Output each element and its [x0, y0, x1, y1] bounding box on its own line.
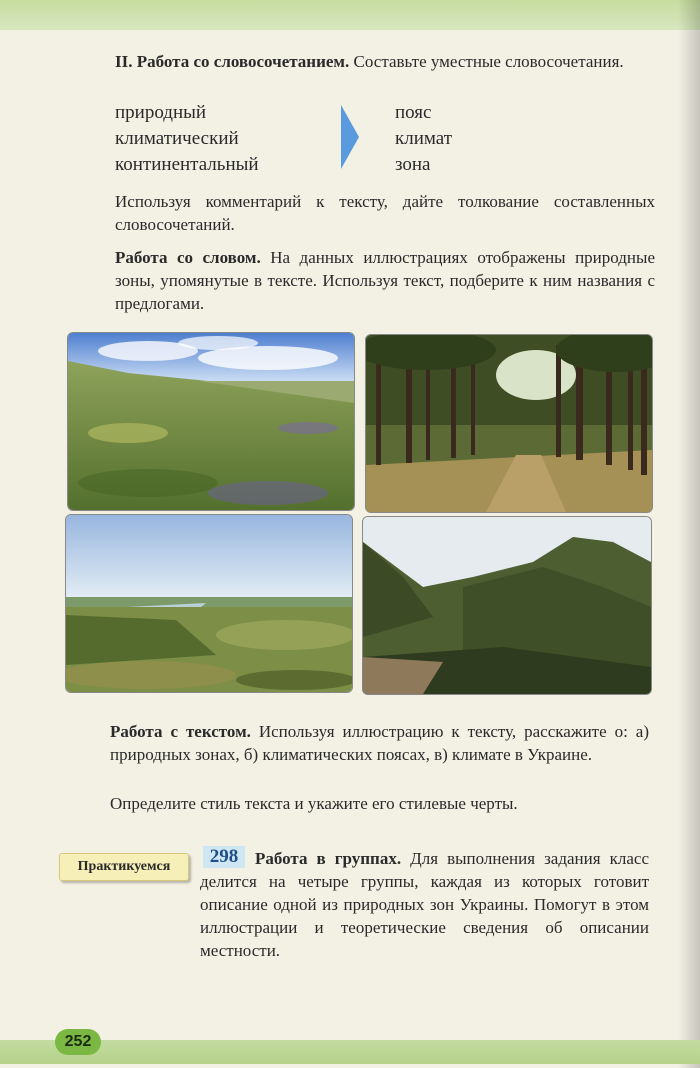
left-word-column: [115, 100, 259, 178]
page-number: 252: [55, 1029, 101, 1055]
commentary-task: Используя комментарий к тексту, дайте толкование составленных словосочетаний.: [115, 192, 655, 234]
word-right-1: пояс: [395, 102, 432, 123]
mountains-photo: [362, 516, 652, 695]
word-right-2: климат: [395, 128, 453, 149]
word-right-3: зона: [395, 154, 431, 175]
section-ii-paragraph: [115, 50, 655, 73]
word-work-text: На данных иллюстрациях отображены природные зоны, упомянутые в тексте. Используя текст, подберите к ним названия с предлогами.: [115, 248, 655, 313]
word-work-paragraph: [115, 246, 655, 315]
text-work-title: Работа с текстом.: [110, 722, 251, 741]
section-ii-text: Составьте уместные словосочетания.: [349, 52, 624, 71]
forest-photo: [365, 334, 653, 513]
word-left-1: природный: [115, 102, 207, 123]
text-work-paragraph: [110, 720, 649, 766]
word-work-title: Работа со словом.: [115, 248, 261, 267]
top-color-band: [0, 0, 700, 30]
page-fold-shadow: [678, 0, 700, 1068]
floodplain-photo: [65, 514, 353, 693]
section-ii-title: II. Работа со словосочетанием.: [115, 52, 350, 71]
exercise-paragraph: [200, 847, 649, 962]
style-task: Определите стиль текста и укажите его стилевые черты.: [110, 794, 518, 813]
exercise-title: Работа в группах.: [255, 849, 402, 868]
exercise-text: Для выполнения задания класс делится на четыре группы, каждая из которых готовит описание одной из природных зон Украины. Помогут в этом иллюстрации и теоретические сведения об описании местности.: [200, 849, 649, 960]
word-left-2: климатический: [115, 128, 239, 149]
right-word-column: [395, 100, 452, 178]
steppe-photo: [67, 332, 355, 511]
bottom-color-band: [0, 1040, 700, 1064]
word-left-3: континентальный: [115, 154, 259, 175]
text-work-text: Используя иллюстрацию к тексту, расскажите о: а) природных зонах, б) климатических поясах, в) климате в Украине.: [110, 722, 649, 764]
exercise-number: 298: [203, 846, 245, 868]
practice-label: Практикуемся: [59, 853, 189, 881]
arrow-right-icon: [341, 105, 359, 169]
